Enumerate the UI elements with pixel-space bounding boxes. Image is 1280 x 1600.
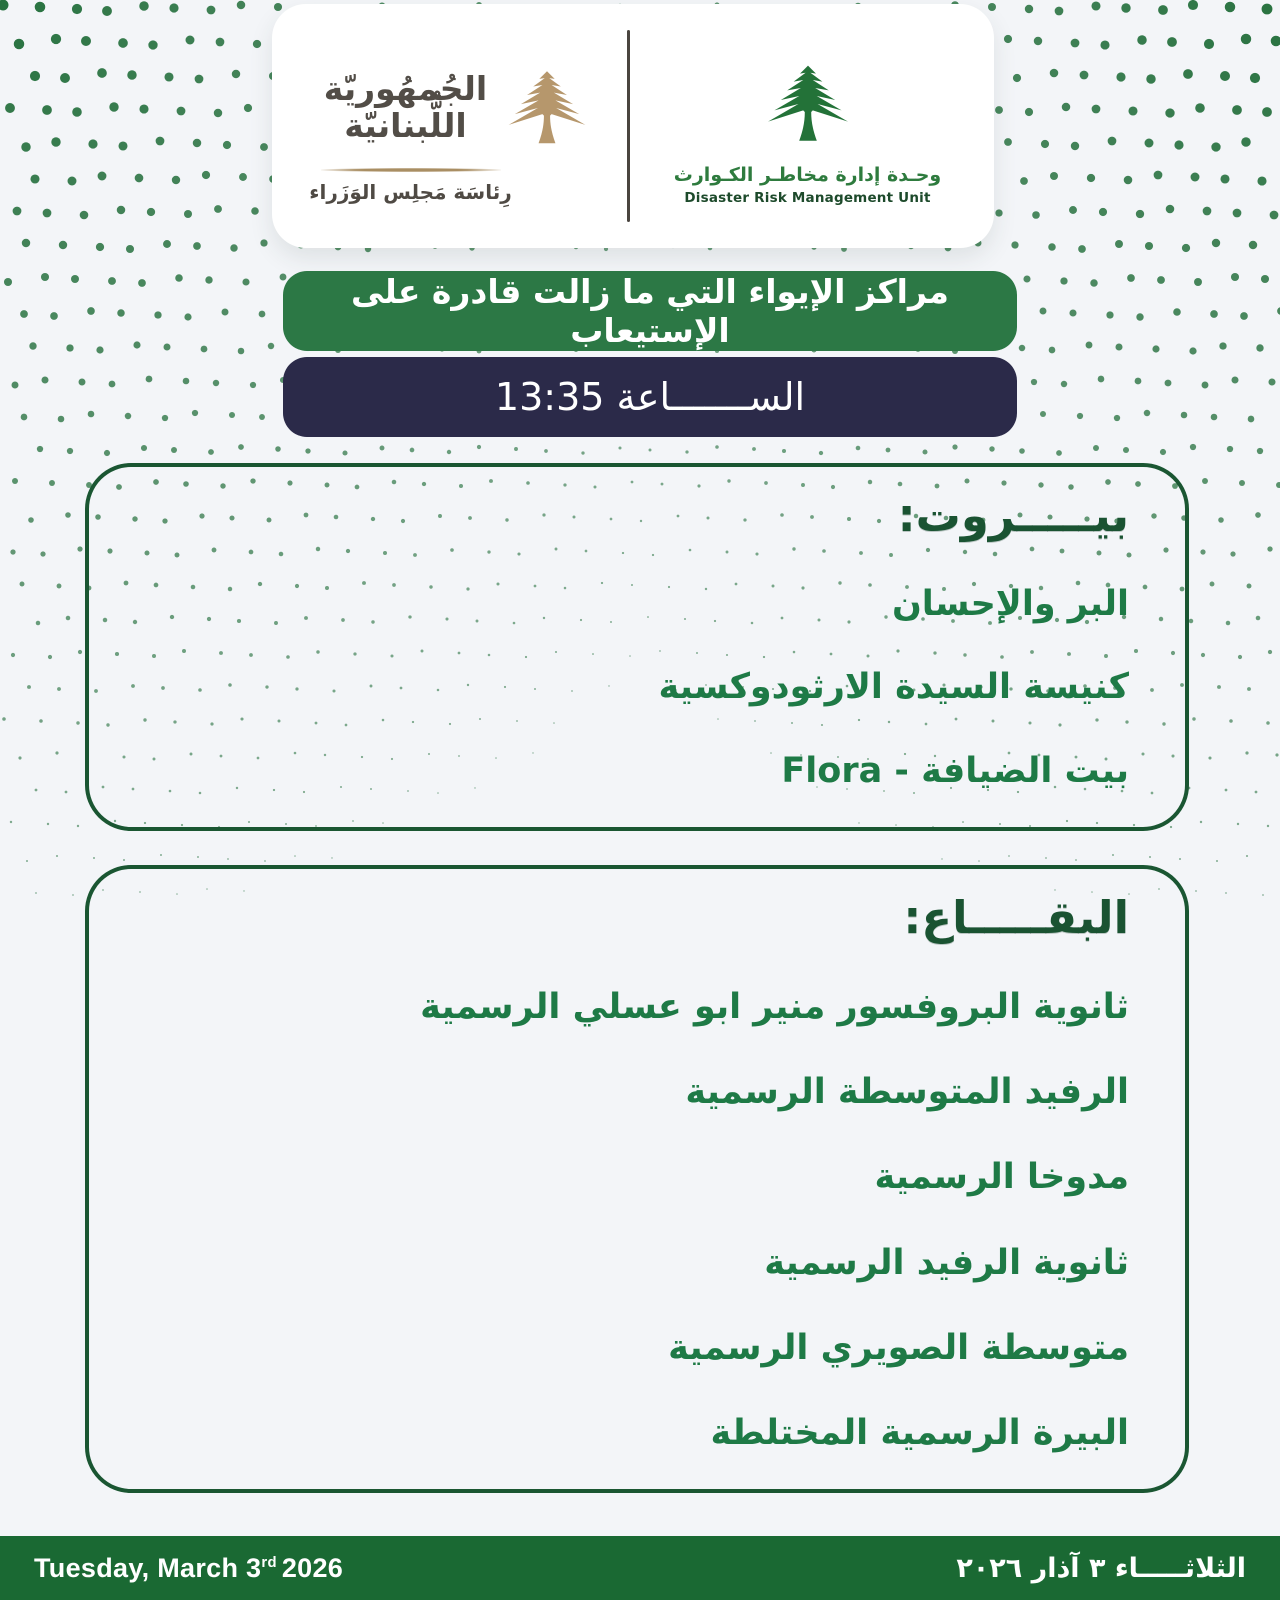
beirut-section bbox=[85, 463, 1189, 831]
bekaa-section bbox=[85, 865, 1189, 1493]
shelter-item: مدوخا الرسمية bbox=[874, 1157, 1129, 1198]
date-english-prefix: Tuesday, March 3 bbox=[34, 1552, 262, 1583]
left-logo-underline bbox=[321, 168, 501, 172]
date-english bbox=[34, 1553, 343, 1584]
left-logo-subtitle: رِئاسَة مَجلِس الوَزَراء bbox=[309, 180, 512, 204]
shelter-item: ثانوية الرفيد الرسمية bbox=[764, 1242, 1129, 1283]
shelter-item: البر والإحسان bbox=[891, 583, 1129, 624]
time-banner bbox=[283, 357, 1017, 437]
left-logo-calligraphy bbox=[324, 71, 488, 145]
drm-unit-arabic-name: وحـدة إدارة مخاطـر الكـوارث bbox=[673, 164, 942, 186]
shelter-item: كنيسة السيدة الارثودوكسية bbox=[658, 667, 1129, 708]
shelter-item: الرفيد المتوسطة الرسمية bbox=[685, 1072, 1129, 1113]
shelter-item: ثانوية البروفسور منير ابو عسلي الرسمية bbox=[420, 987, 1129, 1028]
left-logo-row bbox=[324, 58, 594, 158]
left-logo-title-line1: الجُمهُوريّة bbox=[323, 69, 488, 109]
date-arabic: الثلاثـــــاء ٣ آذار ٢٠٢٦ bbox=[956, 1552, 1246, 1584]
cedar-tree-icon bbox=[760, 52, 856, 156]
date-english-year: 2026 bbox=[281, 1552, 344, 1583]
date-english-ordinal: rd bbox=[261, 1554, 277, 1571]
drm-unit-logo bbox=[658, 52, 958, 206]
header-card bbox=[272, 4, 994, 248]
main-title-banner bbox=[283, 271, 1017, 351]
logo-divider-line bbox=[627, 30, 630, 222]
main-title-text: مراكز الإيواء التي ما زالت قادرة على الإستيعاب bbox=[351, 272, 949, 350]
left-logo-title-line2: اللُّبنانيّة bbox=[344, 106, 467, 145]
cedar-tree-icon bbox=[501, 58, 593, 158]
section-title: بيـــــروت: bbox=[897, 489, 1129, 542]
section-title: البقـــــاع: bbox=[903, 891, 1129, 944]
drm-unit-english-name: Disaster Risk Management Unit bbox=[684, 190, 931, 206]
shelter-item: متوسطة الصويري الرسمية bbox=[668, 1327, 1129, 1368]
footer-bar bbox=[0, 1536, 1280, 1600]
lebanese-republic-logo bbox=[309, 58, 609, 204]
shelter-item: البيرة الرسمية المختلطة bbox=[710, 1412, 1129, 1453]
time-text: الســـــــاعة 13:35 bbox=[494, 375, 806, 419]
shelter-item: بيت الضيافة - Flora bbox=[781, 750, 1129, 791]
